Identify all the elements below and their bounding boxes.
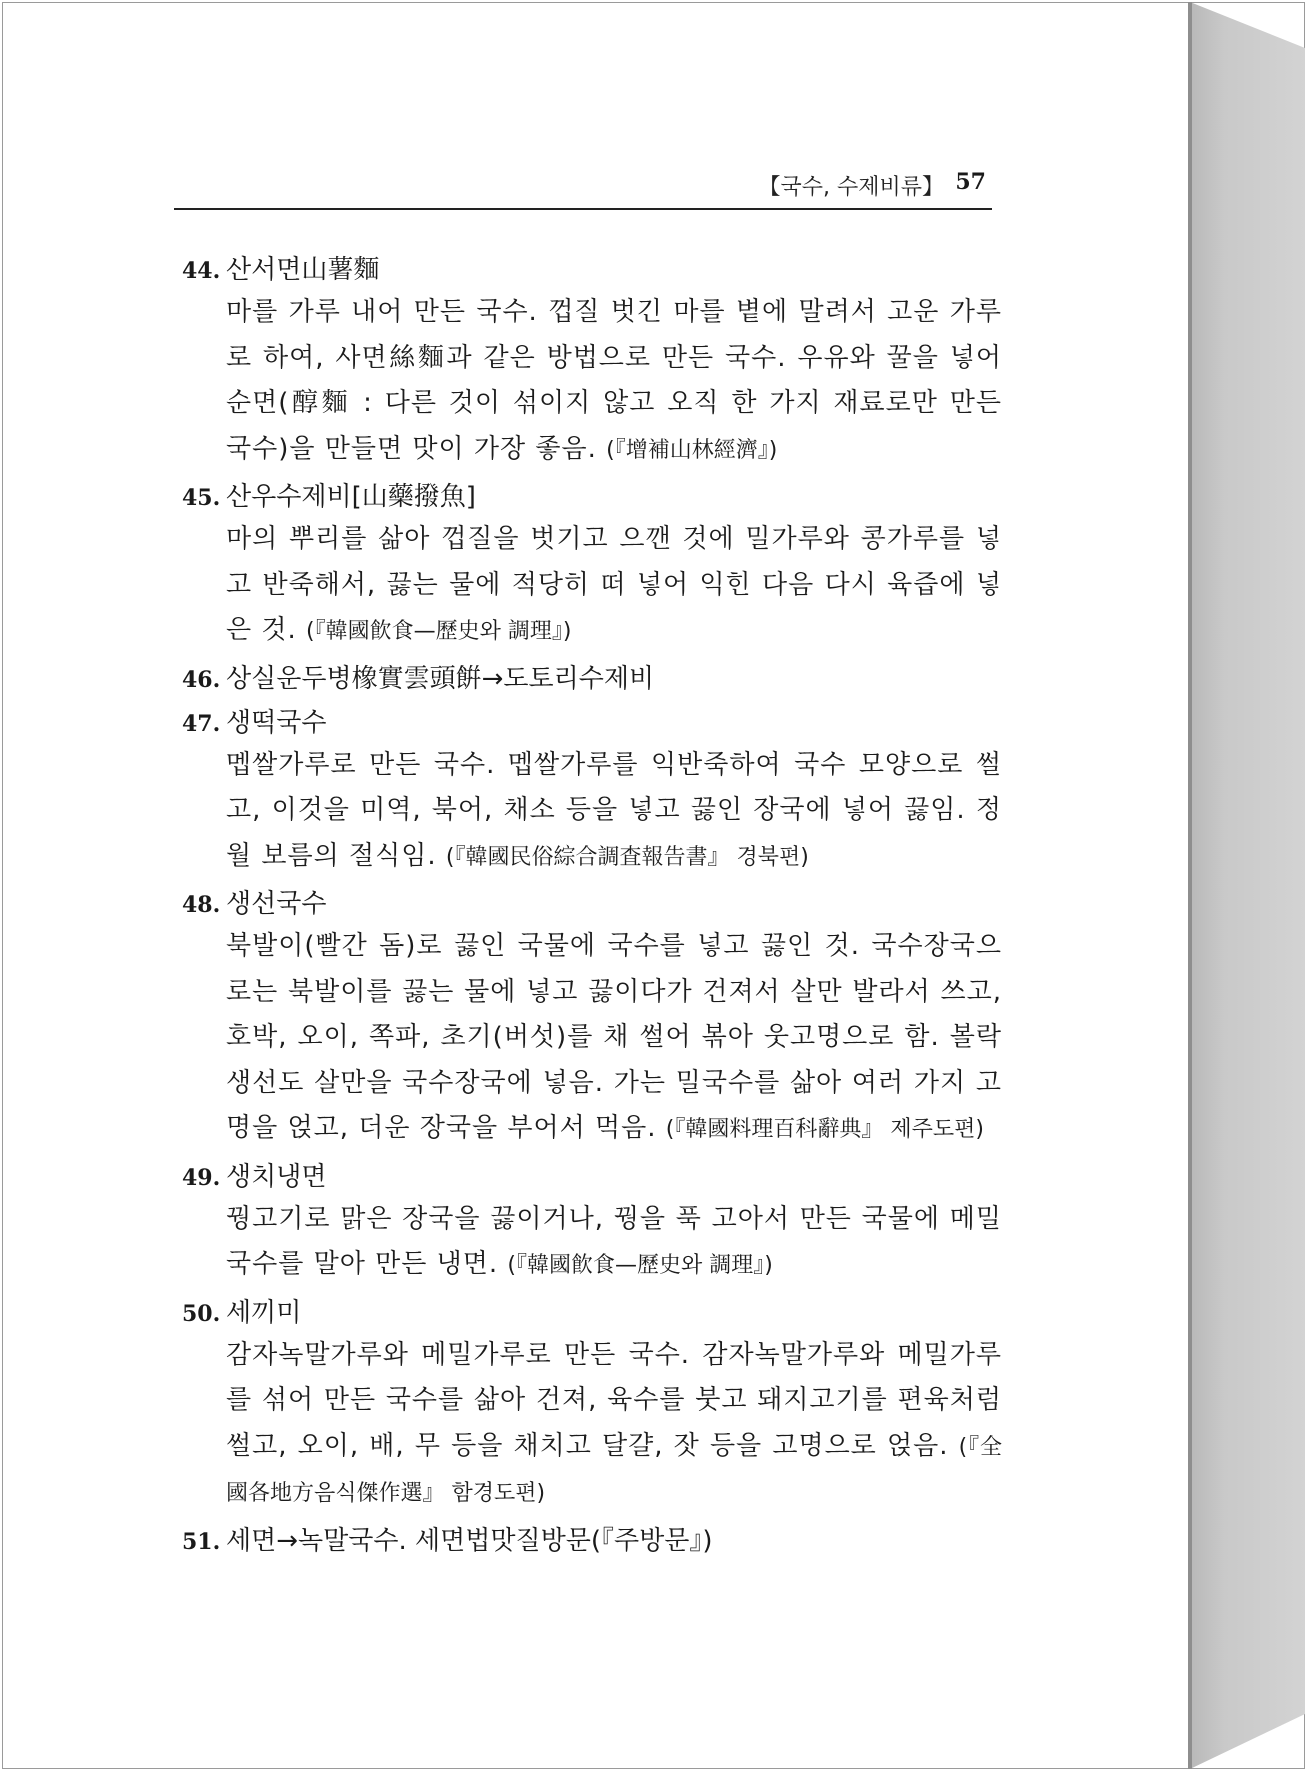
entry-number: 49. bbox=[182, 1164, 221, 1191]
entry-50 bbox=[182, 1293, 1002, 1517]
entry-51 bbox=[182, 1521, 1002, 1561]
entry-number: 47. bbox=[182, 710, 221, 737]
entry-heading bbox=[182, 477, 1002, 517]
entry-body bbox=[226, 743, 1002, 881]
entry-source: (『韓國飮食—歷史와 調理』) bbox=[507, 1253, 773, 1278]
entry-49 bbox=[182, 1157, 1002, 1289]
entry-body bbox=[226, 290, 1002, 473]
entry-heading bbox=[182, 250, 1002, 290]
entry-list bbox=[182, 250, 1002, 1561]
running-head bbox=[174, 170, 992, 210]
entry-48 bbox=[182, 884, 1002, 1153]
entry-source: (『韓國飮食—歷史와 調理』) bbox=[306, 619, 572, 644]
entry-title: 산서면山薯麵 bbox=[226, 255, 380, 285]
page-number: 57 bbox=[955, 169, 986, 195]
entry-heading bbox=[182, 1293, 1002, 1333]
entry-heading bbox=[182, 1521, 1002, 1561]
entry-title: 세면→녹말국수. 세면법맛질방문(『주방문』) bbox=[226, 1525, 713, 1556]
entry-body bbox=[226, 1197, 1002, 1289]
entry-45 bbox=[182, 477, 1002, 655]
entry-heading bbox=[182, 1157, 1002, 1197]
entry-text: 마의 뿌리를 삶아 껍질을 벗기고 으깬 것에 밀가루와 콩가루를 넣고 반죽해서, 끓는 물에 적당히 떠 넣어 익힌 다음 다시 육즙에 넣은 것. bbox=[226, 524, 1002, 645]
entry-number: 51. bbox=[182, 1528, 221, 1555]
entry-number: 50. bbox=[182, 1300, 221, 1327]
entry-source: (『全國各地方음식傑作選』 함경도편) bbox=[226, 1434, 1002, 1506]
entry-number: 48. bbox=[182, 892, 221, 918]
entry-body bbox=[226, 517, 1002, 655]
entry-body bbox=[226, 924, 1002, 1153]
entry-44 bbox=[182, 250, 1002, 473]
entry-title: 생떡국수 bbox=[226, 707, 327, 738]
entry-title: 생치냉면 bbox=[226, 1161, 327, 1192]
entry-text: 멥쌀가루로 만든 국수. 멥쌀가루를 익반죽하여 국수 모양으로 썰고, 이것을 미역, 북어, 채소 등을 넣고 끓인 장국에 넣어 끓임. 정월 보름의 절식임. bbox=[226, 749, 1002, 871]
entry-title: 생선국수 bbox=[226, 889, 327, 919]
entry-47 bbox=[182, 703, 1002, 881]
running-head-title: 【국수, 수제비류】 bbox=[758, 175, 944, 200]
entry-body bbox=[226, 1333, 1002, 1517]
entry-46 bbox=[182, 659, 1002, 699]
entry-number: 46. bbox=[182, 666, 221, 693]
entry-text: 북발이(빨간 돔)로 끓인 국물에 국수를 넣고 끓인 것. 국수장국으로는 북발이를 끓는 물에 넣고 끓이다가 건져서 살만 발라서 쓰고, 호박, 오이, 쪽파, 초기(버섯)를 채 썰어 볶아 웃고명으로 함. 볼락생선도 살만을 국수장국에 넣음. 가는 밀국수를 삶아 여러 가지 고명을 얹고, 더운 장국을 부어서 먹음. bbox=[226, 931, 1002, 1143]
entry-text: 꿩고기로 맑은 장국을 끓이거나, 꿩을 푹 고아서 만든 국물에 메밀국수를 말아 만든 냉면. bbox=[226, 1203, 1002, 1279]
book-edge-line bbox=[1188, 2, 1192, 1769]
entry-text: 마를 가루 내어 만든 국수. 껍질 벗긴 마를 볕에 말려서 고운 가루로 하여, 사면絲麵과 같은 방법으로 만든 국수. 우유와 꿀을 넣어 순면(醇麵 : 다른 것이 섞이지 않고 오직 한 가지 재료로만 만든 국수)을 만들면 맛이 가장 좋음. bbox=[226, 297, 1002, 464]
entry-number: 44. bbox=[182, 258, 221, 284]
entry-source: (『韓國料理百科辭典』 제주도편) bbox=[665, 1117, 984, 1142]
book-edge bbox=[1190, 2, 1305, 1769]
header-rule bbox=[174, 208, 992, 210]
entry-heading bbox=[182, 884, 1002, 924]
entry-number: 45. bbox=[182, 485, 221, 511]
entry-source: (『增補山林經濟』) bbox=[606, 437, 778, 463]
entry-heading bbox=[182, 703, 1002, 743]
entry-heading bbox=[182, 659, 1002, 699]
entry-source: (『韓國民俗綜合調査報告書』 경북편) bbox=[445, 844, 809, 870]
entry-title: 상실운두병橡實雲頭餠→도토리수제비 bbox=[226, 663, 655, 694]
entry-title: 세끼미 bbox=[226, 1297, 302, 1328]
entry-title: 산우수제비[山藥撥魚] bbox=[226, 482, 476, 512]
entry-text: 감자녹말가루와 메밀가루로 만든 국수. 감자녹말가루와 메밀가루를 섞어 만든 국수를 삶아 건져, 육수를 붓고 돼지고기를 편육처럼 썰고, 오이, 배, 무 등을 채치고 달걀, 잣 등을 고명으로 얹음. bbox=[226, 1339, 1002, 1461]
